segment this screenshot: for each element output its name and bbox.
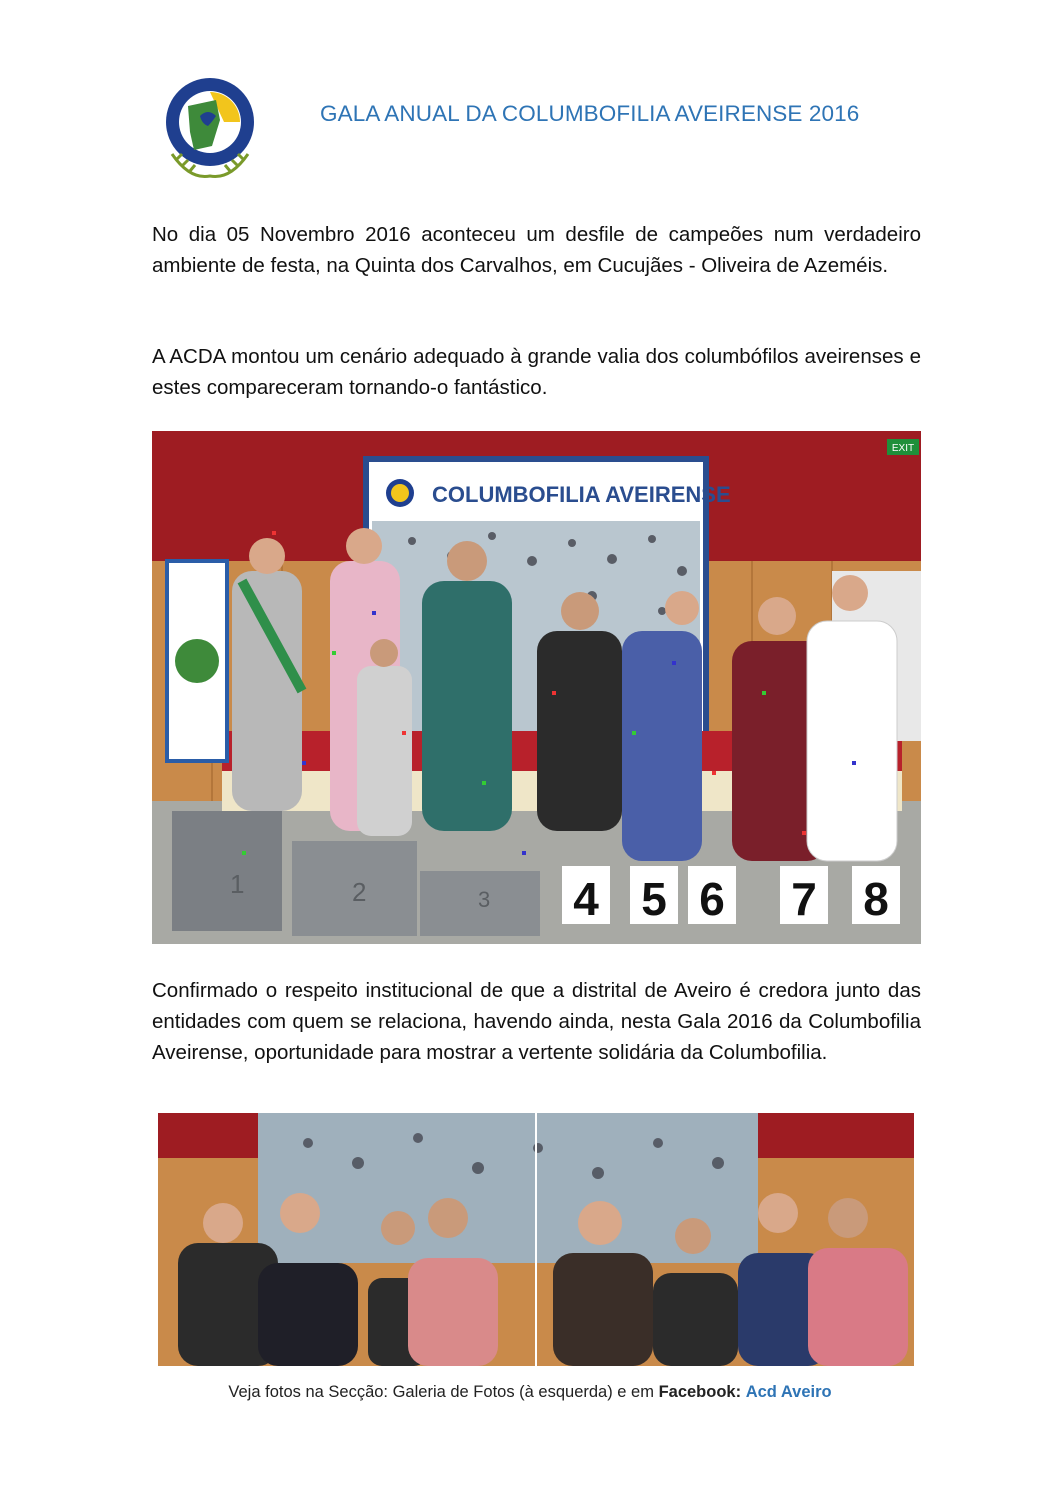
caption-prefix: Veja fotos na Secção: Galeria de Fotos (à esquerda) e em — [228, 1383, 659, 1401]
facebook-link[interactable]: Acd Aveiro — [745, 1383, 832, 1401]
facebook-label: Facebook: — [658, 1383, 742, 1401]
place-card: 4 — [573, 873, 599, 925]
banner-text: COLUMBOFILIA AVEIRENSE — [432, 482, 731, 507]
podium-number: 1 — [230, 869, 245, 899]
podium-number: 3 — [478, 887, 491, 912]
setup-paragraph: A ACDA montou um cenário adequado à grande valia dos columbófilos aveirenses e estes compareceram tornando-o fantástico. — [152, 345, 921, 399]
intro-paragraph: No dia 05 Novembro 2016 aconteceu um desfile de campeões num verdadeiro ambiente de festa, na Quinta dos Carvalhos, em Cucujães - Oliveira de Azeméis. — [152, 223, 921, 277]
place-card: 6 — [699, 873, 725, 925]
podium-photo — [152, 431, 921, 944]
photo-caption — [0, 1383, 1060, 1402]
gala-group-photo — [158, 1113, 914, 1366]
podium-number: 2 — [352, 877, 367, 907]
place-card: 8 — [863, 873, 889, 925]
institutional-paragraph: Confirmado o respeito institucional de que a distrital de Aveiro é credora junto das entidades com quem se relaciona, havendo ainda, nesta Gala 2016 da Columbofilia Aveirense, oportunidade para mostrar a vertente solidária da Columbofilia. — [152, 979, 921, 1064]
place-card: 5 — [641, 873, 667, 925]
page-title: GALA ANUAL DA COLUMBOFILIA AVEIRENSE 2016 — [320, 101, 860, 126]
place-card: 7 — [791, 873, 817, 925]
exit-sign: EXIT — [891, 443, 915, 454]
association-logo — [160, 76, 260, 188]
